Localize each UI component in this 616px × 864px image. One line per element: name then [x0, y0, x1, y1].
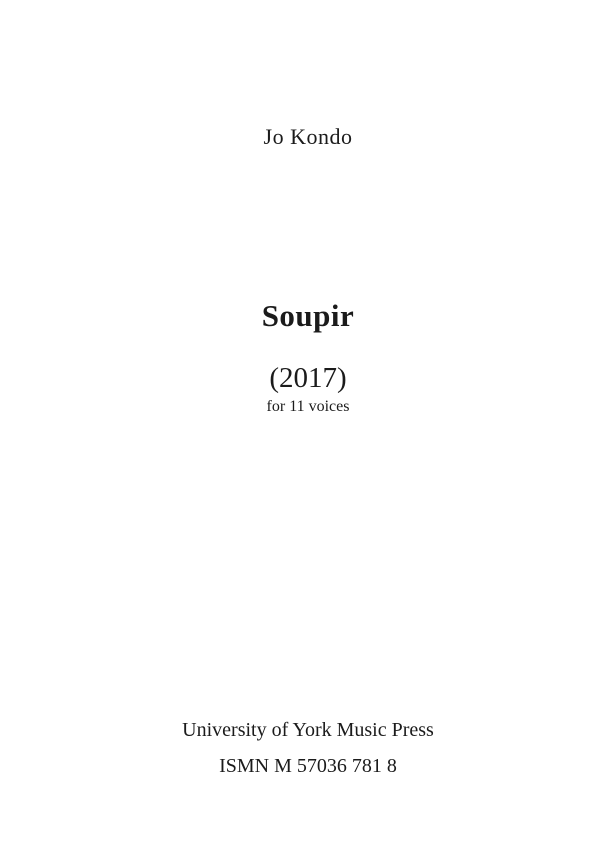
work-title: Soupir [261, 298, 355, 333]
composition-year: (2017) [269, 362, 347, 394]
publisher-name: University of York Music Press [182, 719, 434, 741]
composer-name: Jo Kondo [263, 124, 353, 149]
instrumentation-subtitle: for 11 voices [266, 398, 350, 415]
ismn-number: ISMN M 57036 781 8 [219, 755, 397, 777]
